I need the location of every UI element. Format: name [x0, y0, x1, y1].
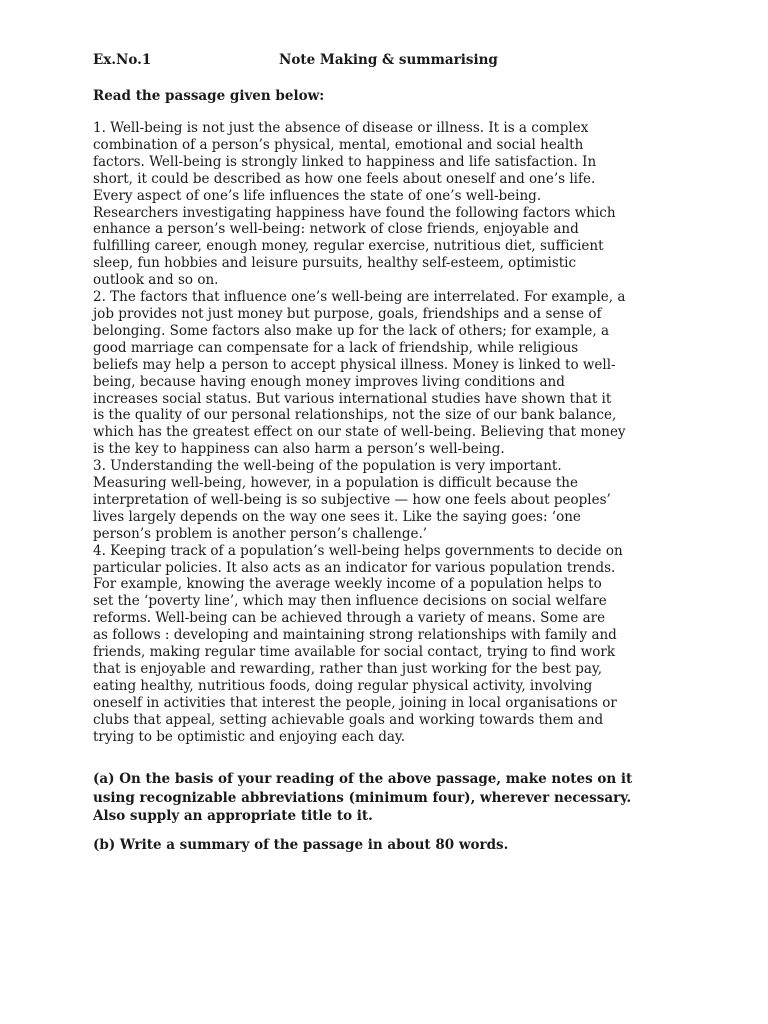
passage-line: enhance a person’s well-being: network of close friends, enjoyable and [93, 221, 579, 238]
passage-line: job provides not just money but purpose, goals, friendships and a sense of [93, 305, 602, 322]
paragraph-2 [93, 289, 693, 458]
passage-line: is the key to happiness can also harm a person’s well-being. [93, 441, 505, 458]
passage-line: increases social status. But various international studies have shown that it [93, 390, 612, 407]
question-line: Also supply an appropriate title to it. [93, 808, 373, 824]
questions [93, 770, 693, 864]
exercise-number: Ex.No.1 [93, 52, 152, 68]
passage-line: 2. The factors that influence one’s well-being are interrelated. For example, a [93, 289, 626, 306]
question-b [93, 836, 693, 855]
passage-line: which has the greatest effect on our state of well-being. Believing that money [93, 424, 626, 441]
passage-line: Researchers investigating happiness have found the following factors which [93, 204, 616, 221]
passage [93, 120, 693, 746]
passage-line: eating healthy, nutritious foods, doing regular physical activity, involving [93, 677, 593, 694]
passage-line: combination of a person’s physical, mental, emotional and social health [93, 136, 584, 153]
question-line: (a) On the basis of your reading of the above passage, make notes on it [93, 771, 633, 787]
passage-line: particular policies. It also acts as an indicator for various population trends. [93, 559, 616, 576]
passage-line: reforms. Well-being can be achieved through a variety of means. Some are [93, 610, 606, 627]
passage-line: 4. Keeping track of a population’s well-being helps governments to decide on [93, 542, 623, 559]
passage-line: interpretation of well-being is so subjective — how one feels about peoples’ [93, 491, 611, 508]
paragraph-4 [93, 543, 693, 746]
passage-line: that is enjoyable and rewarding, rather than just working for the best pay, [93, 661, 603, 677]
paragraph-1 [93, 120, 693, 289]
passage-line: oneself in activities that interest the people, joining in local organisations or [93, 694, 617, 711]
passage-line: Every aspect of one’s life influences the state of one’s well-being. [93, 187, 542, 204]
passage-line: clubs that appeal, setting achievable goals and working towards them and [93, 711, 604, 728]
passage-line: being, because having enough money improves living conditions and [93, 373, 565, 390]
passage-line: fulfilling career, enough money, regular exercise, nutritious diet, sufficient [93, 238, 604, 255]
question-line: using recognizable abbreviations (minimum four), wherever necessary. [93, 789, 632, 806]
question-a [93, 770, 693, 826]
passage-line: is the quality of our personal relationships, not the size of our bank balance, [93, 407, 617, 424]
passage-line: friends, making regular time available for social contact, trying to find work [93, 644, 616, 661]
document-title: Note Making & summarising [279, 52, 498, 68]
passage-line: sleep, fun hobbies and leisure pursuits, healthy self-esteem, optimistic [93, 255, 577, 272]
passage-line: beliefs may help a person to accept physical illness. Money is linked to well- [93, 356, 616, 373]
passage-line: short, it could be described as how one feels about oneself and one’s life. [93, 170, 596, 187]
passage-line: outlook and so on. [93, 272, 219, 289]
passage-line: belonging. Some factors also make up for the lack of others; for example, a [93, 322, 610, 339]
passage-line: person’s problem is another person’s challenge.’ [93, 525, 428, 542]
passage-line: set the ‘poverty line’, which may then influence decisions on social welfare [93, 593, 607, 610]
passage-line: 1. Well-being is not just the absence of disease or illness. It is a complex [93, 120, 589, 136]
passage-line: good marriage can compensate for a lack of friendship, while religious [93, 339, 579, 356]
passage-line: 3. Understanding the well-being of the population is very important. [93, 458, 562, 475]
question-line: (b) Write a summary of the passage in about 80 words. [93, 836, 509, 853]
passage-line: lives largely depends on the way one sees it. Like the saying goes: ‘one [93, 508, 581, 525]
paragraph-3 [93, 458, 693, 543]
passage-line: as follows : developing and maintaining strong relationships with family and [93, 627, 617, 644]
passage-line: For example, knowing the average weekly income of a population helps to [93, 576, 602, 593]
passage-line: Measuring well-being, however, in a population is difficult because the [93, 475, 578, 492]
passage-line: factors. Well-being is strongly linked to happiness and life satisfaction. In [93, 153, 597, 170]
passage-line: trying to be optimistic and enjoying each day. [93, 728, 406, 745]
instruction-heading: Read the passage given below: [93, 88, 325, 104]
